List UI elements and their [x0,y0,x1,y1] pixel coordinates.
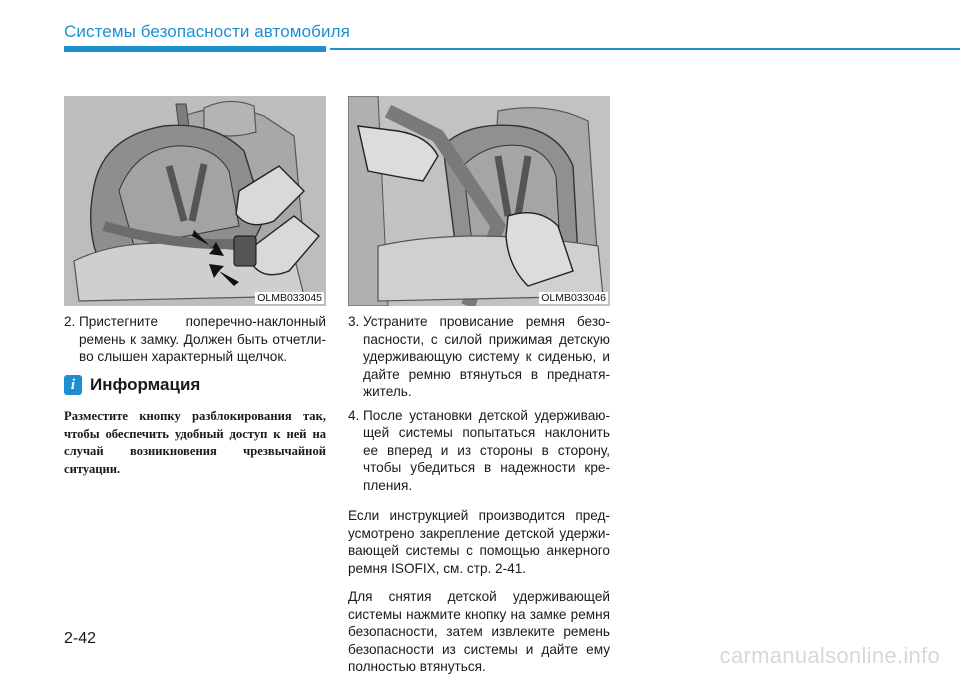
paragraph: Если инструкцией производится пред-усмотрено закрепление детской удержи-вающей системы с помощью анкерного ремня ISOFIX, см. стр. 2-41. [348,508,610,576]
car-seat-tighten-illustration [348,96,610,306]
car-seat-buckle-illustration [64,96,326,306]
header-accent-bar [64,46,326,52]
left-column [64,313,326,372]
step-number: 2. [64,314,76,329]
paragraph: Для снятия детской удерживающей системы нажмите кнопку на замке ремня безопасности, затем извлеките ремень безопасности из системы и дайте ему полностью втянуться. [348,589,610,674]
step-text: Пристегните поперечно-наклонный ремень к замку. Должен быть отчетли-во слышен характерный щелчок. [79,314,326,364]
step-item [64,313,326,366]
figure-buckle-belt [64,96,326,306]
page-number: 2-42 [64,630,97,647]
info-icon: i [64,375,82,395]
step-item [348,407,610,495]
header-rule [330,48,960,50]
step-number: 3. [348,314,360,329]
step-item [348,313,610,401]
section-title: Системы безопасности автомобиля [64,22,350,41]
information-heading [64,374,200,396]
step-number: 4. [348,407,360,423]
step-text: Устраните провисание ремня безо-пасности, с силой прижимая детскую удерживающую систему к сиденью, и дайте ремню втянуться в преднатя-житель. [363,314,610,399]
figure-tighten-belt [348,96,610,306]
information-title: Информация [90,375,201,394]
watermark: carmanualsonline.info [719,643,940,668]
right-column [348,313,610,687]
information-text: Разместите кнопку разблокирования так, чтобы обеспечить удобный доступ к ней на случай возникновения чрезвычайной ситуации. [64,409,326,476]
figure-code: OLMB033046 [541,292,606,304]
step-text: После установки детской удерживаю-щей системы попытаться наклонить ее вперед и из стороны в сторону, чтобы убедиться в надежности кре-пления. [363,407,610,493]
figure-code: OLMB033045 [257,292,322,304]
